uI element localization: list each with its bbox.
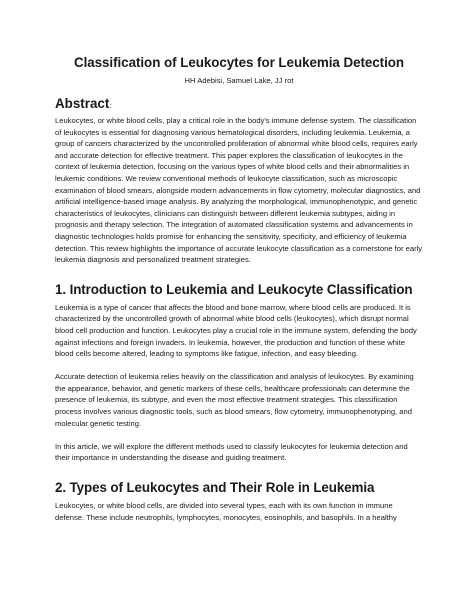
section-1-heading: 1. Introduction to Leukemia and Leukocyte Classification (55, 281, 413, 297)
section-1-paragraph-3: In this article, we will explore the different methods used to classify leukocytes for leukemia detection and their importance in understanding the disease and guiding treatment. (55, 441, 408, 463)
abstract-heading-colon: : (109, 101, 112, 110)
paper-title: Classification of Leukocytes for Leukemia Detection (73, 55, 405, 70)
section-1-paragraph-1: Leukemia is a type of cancer that affects the blood and bone marrow, where blood cells are produced. It is characterized by the uncontrolled growth of abnormal white blood cells (leukocytes), which disrupt normal blood cell production and function. Leukocytes play a crucial role in the immune system, defending the body against infections and foreign invaders. In leukemia, however, the production and function of these white blood cells become altered, leading to symptoms like fatigue, infection, and easy bleeding. (55, 302, 417, 359)
abstract-heading-text: Abstract (55, 96, 110, 111)
section-2-heading: 2. Types of Leukocytes and Their Role in Leukemia (55, 480, 375, 496)
paper-authors: HH Adebisi, Samuel Lake, JJ rot (184, 76, 294, 85)
abstract-heading (55, 95, 423, 115)
section-2-paragraph-1: Leukocytes, or white blood cells, are divided into several types, each with its own function in immune defense. These include neutrophils, lymphocytes, monocytes, eosinophils, and basophils. In a healthy (55, 501, 397, 522)
paper-page (55, 54, 423, 523)
abstract-text: Leukocytes, or white blood cells, play a critical role in the body's immune defense system. The classification of leukocytes is essential for diagnosing various hematological disorders, including leukemia. Leukemia, a group of cancers characterized by the uncontrolled proliferation of abnormal white blood cells, requires early and accurate detection for effective treatment. This paper explores the classification of leukocytes in the context of leukemia detection, focusing on the various types of white blood cells and their abnormalities in leukemic conditions. We review conventional methods of leukocyte classification, such as microscopic examination of blood smears, alongside modern advancements in flow cytometry, molecular diagnostics, and artificial intelligence-based image analysis. By analyzing the morphological, immunophenotypic, and genetic characteristics of leukocytes, clinicians can distinguish between different leukemia subtypes, aiding in prognosis and therapy selection. The integration of automated classification systems and advancements in diagnostic technologies holds promise for enhancing the sensitivity, specificity, and efficiency of leukemia detection. This review highlights the importance of accurate leukocyte classification as a cornerstone for early leukemia diagnosis and personalized treatment strategies. (55, 116, 423, 265)
section-1-paragraph-2: Accurate detection of leukemia relies heavily on the classification and analysis of leukocytes. By examining the appearance, behavior, and genetic markers of these cells, healthcare professionals can determine the presence of leukemia, its subtype, and even the most effective treatment strategies. This classification process involves various diagnostic tools, such as blood smears, flow cytometry, immunophenotyping, and molecular genetic testing. (55, 372, 414, 428)
